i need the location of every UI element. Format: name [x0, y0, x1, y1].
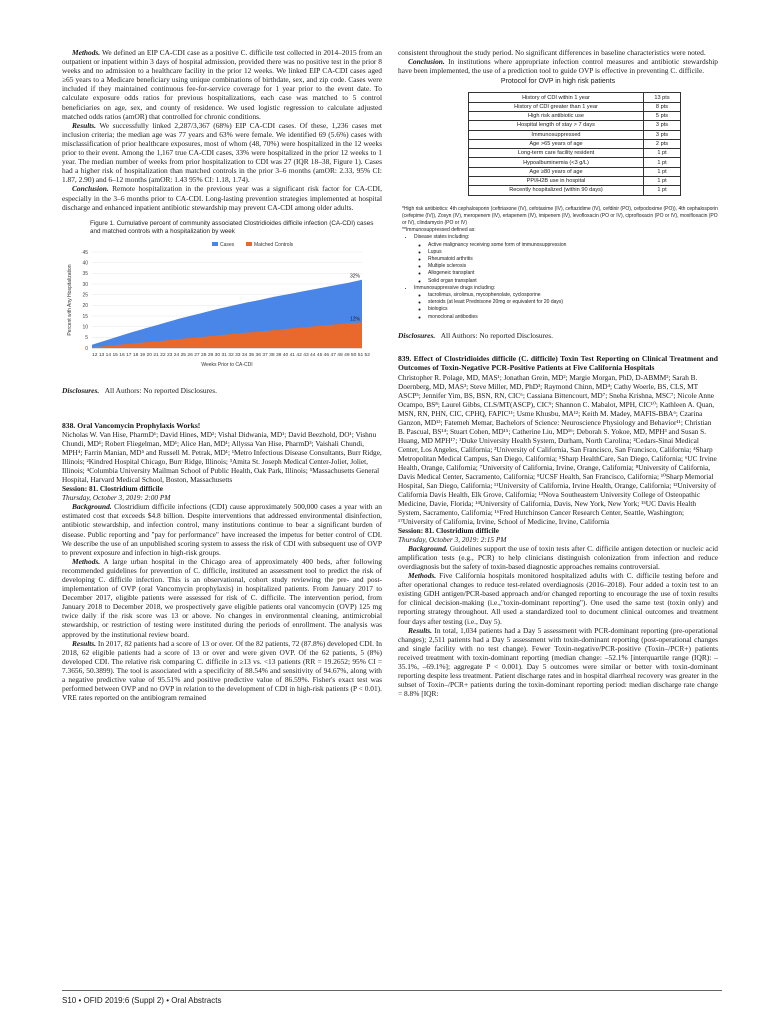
disclosures-heading-838: Disclosures.	[398, 330, 436, 340]
figure-1	[62, 220, 382, 370]
conclusion-838-paragraph	[398, 57, 718, 75]
protocol-points: 1 pt	[644, 149, 681, 158]
protocol-criterion: Immunosuppressed	[469, 130, 644, 139]
conclusion-heading: Conclusion.	[72, 184, 109, 194]
abstract-839-title: 839. Effect of Clostridioides difficile (C. difficile) Toxin Test Reporting on Clinical Treatment and Outcomes of Toxin-Negative PCR-Positive Patients at Five California Hospitals	[398, 353, 718, 373]
abstract-838-session: Session: 81. Clostridium difficile	[62, 484, 163, 494]
conclusion-text-838: In institutions where appropriate infection control measures and antibiotic stewardship have been implemented, the use of a prediction tool to guide OVP is effective in preventing C. difficile.	[398, 57, 718, 76]
end-label: 32%	[349, 273, 360, 280]
protocol-row	[469, 167, 681, 176]
protocol-row	[469, 158, 681, 167]
abstract-838-authors: Nicholas W. Van Hise, PharmD¹; David Hines, MD²; Vishal Didwania, MD¹; David Beezhold, DO¹; Vishnu Chundi, MD¹; Robert Fliegelman, MD¹; Alice Han, MD¹; Allyssa Van Hise, PharmD³; Vaishali Chundi, MPH⁴; Farrin Manian, MD⁵ and Russell M. Petrak, MD¹; ¹Metro Infectious Disease Consultants, Burr Ridge, Illinois; ²Kindred Hospital Chicago, Burr Ridge, Illinois; ³Amita St. Joseph Medical Center-Joliet, Joliet, Illinois; ⁴Columbia University Mailman School of Public Health, Oak Park, Illinois; ⁵Massachusetts General Hospital, Harvard Medical School, Boston, Massachusetts	[62, 430, 382, 485]
disclosures-heading: Disclosures.	[62, 385, 100, 395]
results-heading-839: Results.	[408, 625, 433, 635]
protocol-criterion: Age ≥80 years of age	[469, 167, 644, 176]
results-heading-838: Results.	[72, 638, 97, 648]
conclusion-text: Remote hospitalization in the previous year was a significant risk factor for CA-CDI, especially in the 3–6 months prior to CA-CDI. Long-lasting prevention strategies implemented at hospital discharge and enhanced inpatient antibiotic stewardship may prevent CA-CDI among older adults.	[62, 184, 382, 212]
y-tick-label: 0	[85, 345, 88, 352]
disease-state-item: ◦ Lupus	[428, 249, 718, 256]
results-text-839: In total, 1,034 patients had a Day 5 assessment with PCR-dominant reporting (pre-operational changes); 2,511 patients had a Day 5 assessment with toxin-dominant reporting (post-operational changes and single facility with no test change). Fewer Toxin-negative/PCR-positive (Toxin–/PCR+) patients received treatment with toxin-dominant reporting (median change: –52.1% [interquartile range (IQR): –35.1%, –69.1%]; aggregate P < 0.001). Day 5 outcomes were similar or better with toxin-dominant reporting despite less treatment. Patient discharge rates and in hospital diarrheal recovery was greater in the subset of Toxin–/PCR+ patients during the toxin-dominant reporting period: median discharge rate change = 8.8% [IQR:	[398, 625, 718, 699]
right-column	[398, 48, 718, 698]
abstract-839-background	[398, 544, 718, 571]
protocol-points: 3 pts	[644, 121, 681, 130]
y-tick-label: 35	[82, 270, 88, 277]
drugs-list	[414, 292, 718, 321]
disease-state-item: ◦ Solid organ transplant	[428, 278, 718, 285]
methods-paragraph	[62, 48, 382, 121]
disease-state-item: ◦ Multiple sclerosis	[428, 263, 718, 270]
protocol-points: 1 pt	[644, 177, 681, 186]
note-immunosuppressed: **Immunosuppressed defined as:	[402, 227, 476, 234]
y-tick-label: 45	[82, 249, 88, 256]
x-axis-label: Weeks Prior to CA-CDI	[201, 361, 253, 368]
disclosures-838-prev	[62, 386, 382, 395]
left-column	[62, 48, 382, 702]
disease-states-heading: Disease states including:	[414, 234, 470, 241]
end-label: 12%	[349, 316, 360, 323]
protocol-points: 1 pt	[644, 158, 681, 167]
protocol-criterion: History of CDI within 1 year	[469, 93, 644, 102]
protocol-row	[469, 111, 681, 120]
methods-heading-838: Methods.	[72, 556, 101, 566]
legend-swatch	[246, 242, 252, 246]
background-heading: Background.	[72, 502, 112, 512]
methods-text-839: Five California hospitals monitored hospitalized adults with C. difficile testing before and after operational changes to reduce test-related overdiagnosis (2016–2018). Four added a toxin test to an existing GDH antigen/PCR-based approach and/or changed reporting to encourage the use of toxin results for clinical decision-making (i.e.,"toxin-dominant reporting"). One used the same test (toxin only) and reporting strategy throughout. All used a standardized tool to document clinical outcomes and treatment four days after testing (i.e., Day 5).	[398, 571, 718, 626]
drugs-heading: Immunosuppressive drugs including:	[414, 284, 496, 291]
protocol-criterion: PPI/H2B use in hospital	[469, 177, 644, 186]
drug-item: ◦ tacrolimus, sirolimus, mycophenolate, cyclosporine	[428, 292, 718, 299]
protocol-table	[468, 92, 681, 195]
protocol-row	[469, 177, 681, 186]
protocol-row	[469, 139, 681, 148]
abstract-839-results	[398, 626, 718, 699]
y-tick-label: 5	[85, 334, 88, 341]
disclosures-838	[398, 331, 718, 340]
disclosures-text-838: All Authors: No reported Disclosures.	[440, 330, 553, 340]
protocol-criterion: High risk antibiotic use	[469, 111, 644, 120]
protocol-points: 13 pts	[644, 93, 681, 102]
abstract-838-results	[62, 639, 382, 703]
protocol-row	[469, 93, 681, 102]
background-text: Clostridium difficile infections (CDI) cause approximately 500,000 cases a year with an estimated cost that exceeds $4.8 billion. Despite interventions that addressed environmental disinfection, antibiotic stewardship, and infection control, many institutions continue to bear a significant burden of disease. Public reporting and "pay for performance" have increased the impetus for better control of CDI. We describe the use of an unpublished scoring system to assess the risk of CDI with subsequent use of OVP to prevent exposure and infection in high-risk groups.	[62, 502, 382, 557]
protocol-notes	[402, 206, 718, 321]
methods-heading-839: Methods.	[408, 571, 437, 581]
y-tick-label: 30	[82, 281, 88, 288]
abstract-838-title: 838. Oral Vancomycin Prophylaxis Works!	[62, 420, 201, 430]
protocol-points: 1 pt	[644, 167, 681, 176]
drug-item: ◦ monoclonal antibodies	[428, 314, 718, 321]
y-tick-label: 20	[82, 302, 88, 309]
y-tick-label: 25	[82, 292, 88, 299]
disease-state-item: ◦ Rheumatoid arthritis	[428, 256, 718, 263]
protocol-row	[469, 102, 681, 111]
x-tick-labels: 12 13 14 15 16 17 18 19 20 21 22 23 24 25 26 27 28 29 30 31 32 33 34 35 36 37 38 39 40 41 42 43 44 45 46 47 48 49 50 51 52	[92, 351, 371, 357]
legend-label: Matched Controls	[254, 241, 294, 248]
methods-text: We defined an EIP CA-CDI case as a positive C. difficile test collected in 2014–2015 from an outpatient or inpatient within 3 days of hospital admission, provided there was no positive test in the prior 8 weeks and no admission to a healthcare facility in the prior 12 weeks. We linked EIP CA-CDI cases aged ≥65 years to a Medicare beneficiary using unique combinations of birthdate, sex, and zip code. Cases were included if they maintained continuous fee-for-service coverage for 1 year prior to the event date. To calculate exposure odds ratios for previous hospitalizations, each case was matched to 5 control beneficiaries on age, sex, and county of residence. We used logistic regression to calculate adjusted matched odds ratios (amOR) that controlled for chronic conditions.	[62, 48, 382, 121]
conclusion-paragraph	[62, 184, 382, 211]
protocol-criterion: Long-term care facility resident	[469, 149, 644, 158]
cumulative-chart	[62, 240, 382, 370]
protocol-criterion: Recently hospitalized (within 90 days)	[469, 186, 644, 195]
protocol-row	[469, 186, 681, 195]
background-heading-839: Background.	[408, 543, 448, 553]
results-text: We successfully linked 2,287/3,367 (68%) EIP CA-CDI cases. Of these, 1,236 cases met inclusion criteria; the median age was 77 years and 63% were female. We identified 69 (5.6%) cases with misclassification of prior healthcare exposures, most of whom (48, 70%) were hospitalized in the 12 weeks prior to their event. Among the 1,167 true CA-CDI cases, 33% were hospitalized in the prior 12 weeks to 1 year. The median number of weeks from prior hospitalization to CDI was 27 (IQR 18–38, Figure 1). Cases had a higher risk of hospitalization than matched controls in the prior 3–6 months (amOR: 2.33, 95% CI: 1.87, 2.90) and 6–12 months (amOR: 1.43 95% CI: 1.18, 1.74).	[62, 120, 382, 185]
figure-title: Figure 1. Cumulative percent of community associated Clostridioides difficile infection (CA-CDI) cases and matched controls with a hospitalization by week	[90, 219, 374, 235]
disease-state-item: ◦ Allogeneic transplant	[428, 270, 718, 277]
protocol-points: 2 pts	[644, 139, 681, 148]
protocol-points: 5 pts	[644, 111, 681, 120]
methods-heading: Methods.	[72, 48, 101, 57]
abstract-838-background	[62, 502, 382, 557]
note-high-risk-antibiotics: *High risk antibiotics: 4th cephalosporin (ceftriaxone (IV), cefotaxime (IV), ceftazidime (IV), cefdinir (PO), cefpodoxime (PO)), 4th cephalosporin (cefepime (IV)), Zosyn (IV), meropenem (IV), ertapenem (IV), imipenem (IV), levofloxacin (PO or IV), ciprofloxacin (PO or IV), moxifloxacin (PO or IV), clindamycin (PO or IV)	[402, 205, 718, 227]
intro-paragraph: consistent throughout the study period. No significant differences in baseline characteristics were noted.	[398, 48, 706, 57]
drug-item: ◦ steroids (at least Prednisone 20mg or equivalent for 20 days)	[428, 299, 718, 306]
protocol-title: Protocol for OVP in high risk patients	[500, 78, 616, 86]
legend-swatch	[212, 242, 218, 246]
methods-text-838: A large urban hospital in the Chicago area of approximately 400 beds, after following recommended guidelines for prevention of C. difficile, instituted an assessment tool to predict the risk of developing C. difficile infection. This is an observational, cohort study reviewing the pre- and post-implementation of OVP (oral Vancomycin prophylaxis) in hospitalized patients. From January 2017 to December 2017, eligible patients were assessed for risk of C. difficile. The intervention period, from January 2018 to December 2018, we prospectively gave eligible patients oral vancomycin (OVP) 125 mg twice daily if the risk score was 13 or above. No changes in environmental cleaning, antimicrobial stewardship, or restriction of testing were instituted during the periods of enrollment. The analysis was approved by the institutional review board.	[62, 556, 382, 639]
conclusion-heading-838: Conclusion.	[408, 57, 445, 67]
results-paragraph	[62, 121, 382, 185]
abstract-838-time: Thursday, October 3, 2019: 2:00 PM	[62, 493, 171, 503]
footer-rule	[62, 990, 722, 991]
protocol-criterion: Hypoalbuminemia (<3 g/L)	[469, 158, 644, 167]
disease-states-list	[414, 242, 718, 285]
protocol-criterion: Hospital length of stay > 7 days	[469, 121, 644, 130]
y-tick-label: 15	[82, 313, 88, 320]
results-heading: Results.	[72, 120, 97, 130]
protocol-criterion: History of CDI greater than 1 year	[469, 102, 644, 111]
protocol-row	[469, 130, 681, 139]
results-text-838: In 2017, 82 patients had a score of 13 or over. Of the 82 patients, 72 (87.8%) developed CDI. In 2018, 62 eligible patients had a score of 13 or over and were given OVP. Of the 62 patients, 5 (8%) developed CDI. The relative risk comparing C. difficile in ≥13 vs. <13 patients (RR = 19.2652; 95% CI = 7.3656, 50.3899). The tool is associated with a specificity of 88.54% and sensitivity of 94.67%, along with a negative predictive value of 95.51% and positive predictive value of 86.59%. Fisher's exact test was performed between OVP and no OVP in relation to the development of CDI in high-risk patients (P < 0.01). VRE rates reported on the antibiogram remained	[62, 638, 382, 703]
protocol-criterion: Age >65 years of age	[469, 139, 644, 148]
protocol-points: 8 pts	[644, 102, 681, 111]
disease-state-item: ◦ Active malignancy receiving some form of immunosuppression	[428, 242, 718, 249]
abstract-839-authors: Christopher R. Polage, MD, MAS¹; Jonathan Grein, MD²; Margie Morgan, PhD, D-ABMM²; Sarah B. Doernberg, MD, MAS³; Steve Miller, MD, PhD³; Raymond Chinn, MD⁴; Cathy Woerle, BS, CLS, MT ASCP⁵; Jennifer Yim, BS, BSN, RN, CIC⁶; Cassiana Bittencourt, MD⁷; Sneha Krishna, MSC⁷; Nicole Anne Ocampo, BS⁸; Laurel Gibbs, CLS/MT(ASCP), CIC⁹; Shannon C. Mabalot, MPH, CIC¹⁰; Kathleen A. Quan, MSN, RN, PHN, CIC, CPHQ, FAPIC¹¹; Usme Khusbu, MA¹²; Keith M. Madey, MAFIS-BBA⁶; Czarina Ganzon, MD¹³; Fatemeh Memar, Bachelors of Science: Neuroscience Physiology and Behavior¹¹; Christian B. Pascual, BS¹⁴; Stuart Cohen, MD¹⁵; Catherine Liu, MD¹⁶; Deborah S. Yokoe, MD, MPH³ and Susan S. Huang, MD MPH¹⁷; ¹Duke University Health System, Durham, North Carolina; ²Cedars-Sinai Medical Center, Los Angeles, California; ³University of California, San Francisco, San Francisco, California; ⁴Sharp Metropolitan Medical Campus, San Diego, California; ⁵Sharp HealthCare, San Diego, California; ⁶UC Irvine Health, Orange, California; ⁷University of California, Irvine, Orange, California; ⁸University of California, Davis Medical Center, Sacramento, California; ⁹UCSF Health, San Francisco, California; ¹⁰Sharp Memorial Hospital, San Diego, California; ¹¹University of California, Irvine Health, Orange, California; ¹²University of California Davis Health, Elk Grove, California; ¹³Nova Southeastern University College of Osteopathic Medicine, Davie, Florida; ¹⁴University of California, Davis, New York, New York; ¹⁵UC Davis Health System, Sacramento, California; ¹⁶Fred Hutchinson Cancer Research Center, Seattle, Washington; ¹⁷University of California, Irvine, School of Medicine, Irvine, California	[398, 372, 717, 526]
abstract-839-methods	[398, 571, 718, 626]
y-tick-label: 10	[82, 324, 88, 331]
legend-label: Cases	[220, 241, 235, 248]
protocol-row	[469, 149, 681, 158]
abstract-839-session: Session: 81. Clostridium difficile	[398, 525, 499, 535]
y-axis-label: Percent with Any Hospitalization	[67, 264, 73, 336]
protocol-points: 1 pt	[644, 186, 681, 195]
drug-item: ◦ biologics	[428, 306, 718, 313]
abstract-839-time: Thursday, October 3, 2019: 2:15 PM	[398, 534, 507, 544]
background-text-839: Guidelines support the use of toxin tests after C. difficile antigen detection or nucleic acid amplification tests (e.g., PCR) to help clinicians distinguish colonization from infection and reduce overdiagnosis but the safety of toxin-based diagnostic approaches remains controversial.	[398, 543, 718, 571]
protocol-points: 3 pts	[644, 130, 681, 139]
abstract-838-methods	[62, 557, 382, 639]
page-footer: S10 • OFID 2019:6 (Suppl 2) • Oral Abstracts	[62, 996, 222, 1005]
y-tick-label: 40	[82, 260, 88, 267]
disclosures-text: All Authors: No reported Disclosures.	[104, 385, 217, 395]
protocol-row	[469, 121, 681, 130]
